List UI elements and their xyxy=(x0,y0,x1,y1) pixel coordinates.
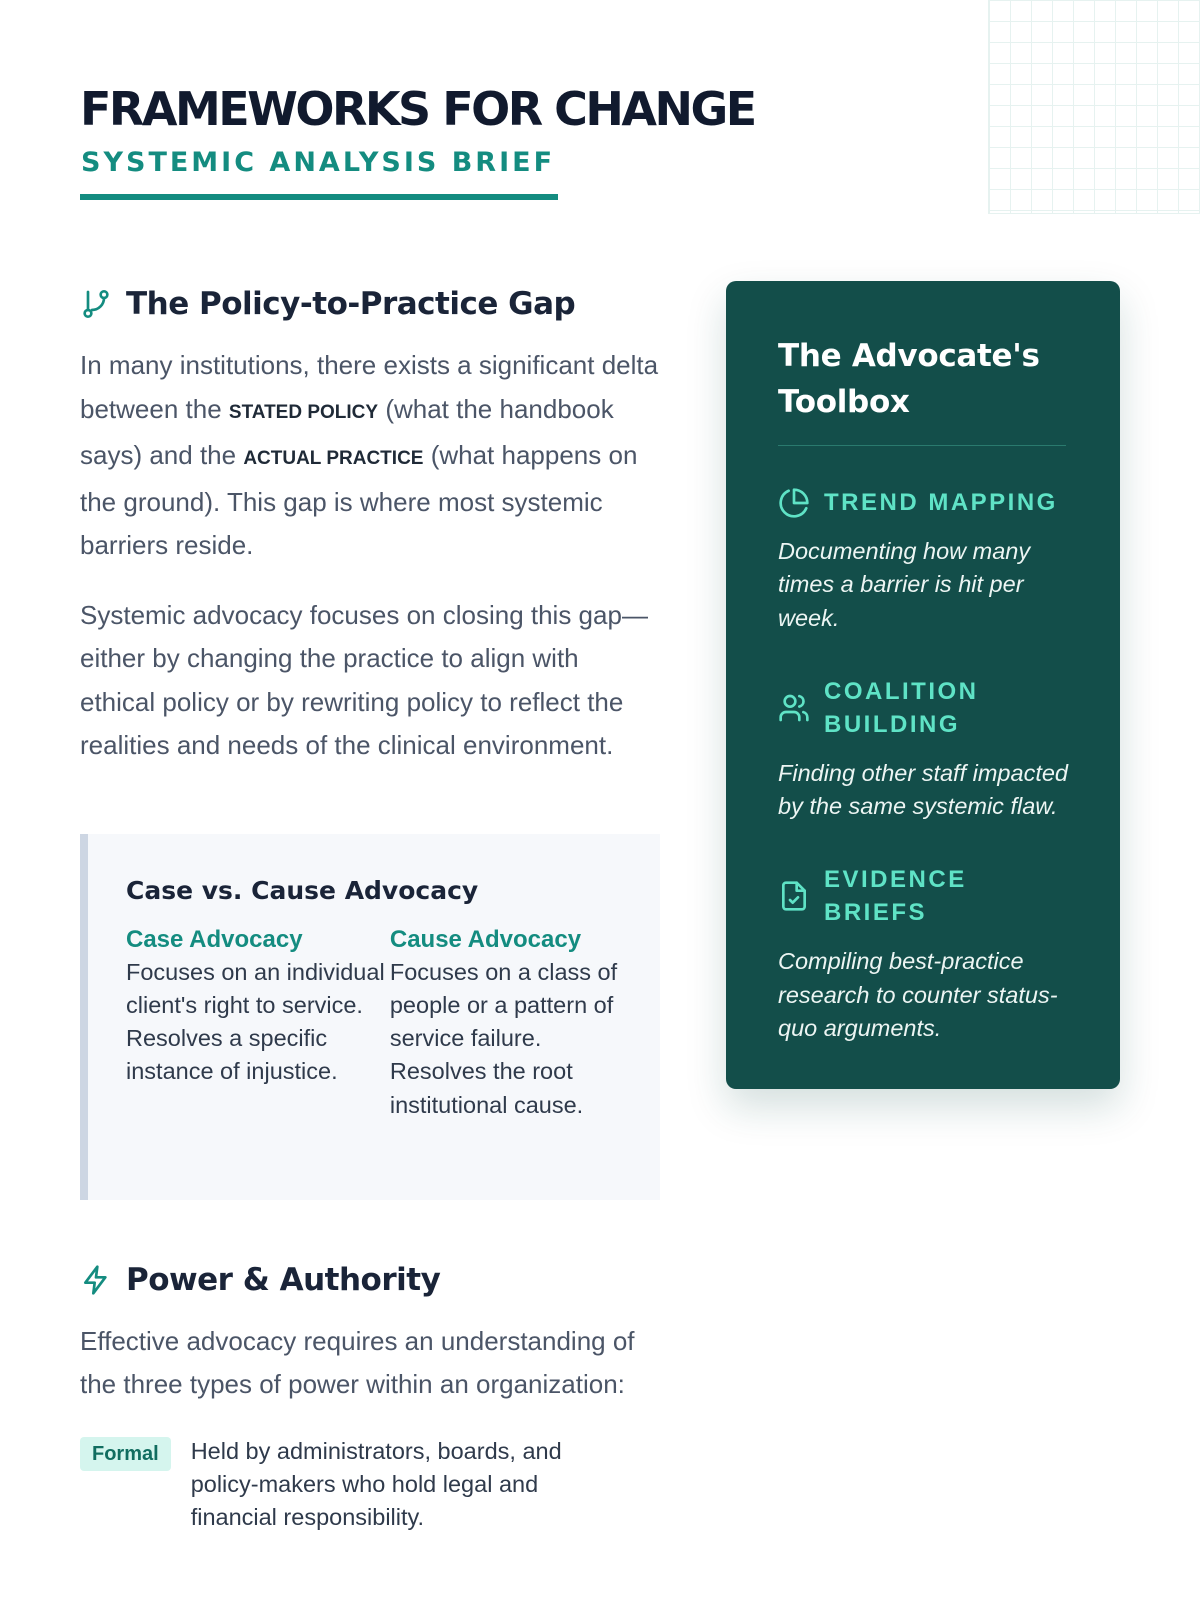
column-text: Focuses on an individual client's right to service. Resolves a specific instance of injustice. xyxy=(126,958,385,1085)
section-power xyxy=(80,1258,660,1535)
file-check-icon xyxy=(778,880,810,912)
title-underline xyxy=(80,194,558,200)
advocate-toolbox-panel xyxy=(726,281,1120,1089)
gap-paragraph-1 xyxy=(80,344,660,568)
callout-title: Case vs. Cause Advocacy xyxy=(126,875,479,905)
pie-chart-icon xyxy=(778,487,810,519)
zap-icon xyxy=(80,1264,112,1296)
main-column xyxy=(80,282,660,1534)
term-stated-policy: STATED POLICY xyxy=(228,401,379,423)
tool-trend-mapping xyxy=(778,486,1068,635)
power-type-row xyxy=(80,1435,660,1535)
tool-header xyxy=(778,863,1068,929)
toolbox-divider xyxy=(778,445,1066,446)
users-icon xyxy=(778,692,810,724)
gap-text-c: (what happens on the ground). This gap is where most systemic barriers reside. xyxy=(80,440,638,560)
tool-label: COALITION BUILDING xyxy=(824,677,979,738)
power-type-description: Held by administrators, boards, and policy-makers who hold legal and financial responsibility. xyxy=(190,1437,562,1531)
column-heading: Case Advocacy xyxy=(126,925,303,953)
page-title: FRAMEWORKS FOR CHANGE xyxy=(80,82,755,136)
tool-description: Finding other staff impacted by the same systemic flaw. xyxy=(778,759,1068,820)
tool-header xyxy=(778,675,1068,741)
git-branch-icon xyxy=(80,288,112,320)
term-actual-practice: ACTUAL PRACTICE xyxy=(243,448,424,469)
grid-decoration xyxy=(988,0,1200,214)
gap-text-b: (what the handbook says) and the xyxy=(80,393,614,470)
tool-coalition-building xyxy=(778,675,1068,824)
section-header-gap xyxy=(80,282,660,326)
tool-label: EVIDENCE BRIEFS xyxy=(824,866,967,927)
section-title-gap: The Policy-to-Practice Gap xyxy=(126,286,576,322)
case-vs-cause-callout xyxy=(80,834,660,1200)
tool-evidence-briefs xyxy=(778,863,1068,1045)
toolbox-title: The Advocate's Toolbox xyxy=(778,338,1040,420)
tool-header xyxy=(778,486,1068,519)
tool-description: Compiling best-practice research to counter status-quo arguments. xyxy=(778,948,1058,1042)
section-title-power: Power & Authority xyxy=(126,1261,441,1298)
power-type-badge: Formal xyxy=(80,1437,171,1471)
column-heading: Cause Advocacy xyxy=(389,925,582,953)
gap-text-a: In many institutions, there exists a significant delta between the xyxy=(80,350,659,424)
column-text: Focuses on a class of people or a pattern of service failure. Resolves the root institutional cause. xyxy=(389,958,618,1118)
page-subtitle: SYSTEMIC ANALYSIS BRIEF xyxy=(81,147,556,178)
power-intro: Effective advocacy requires an understanding of the three types of power within an organization: xyxy=(80,1325,635,1399)
gap-paragraph-2: Systemic advocacy focuses on closing this gap—either by changing the practice to align with ethical policy or by rewriting policy to reflect the realities and needs of the clinical environment. xyxy=(80,599,648,760)
callout-columns xyxy=(126,923,618,1122)
section-header-power xyxy=(80,1258,660,1302)
tool-label: TREND MAPPING xyxy=(824,489,1058,516)
cause-advocacy-column xyxy=(390,923,618,1122)
case-advocacy-column xyxy=(126,923,390,1122)
tool-description: Documenting how many times a barrier is hit per week. xyxy=(778,538,1031,631)
